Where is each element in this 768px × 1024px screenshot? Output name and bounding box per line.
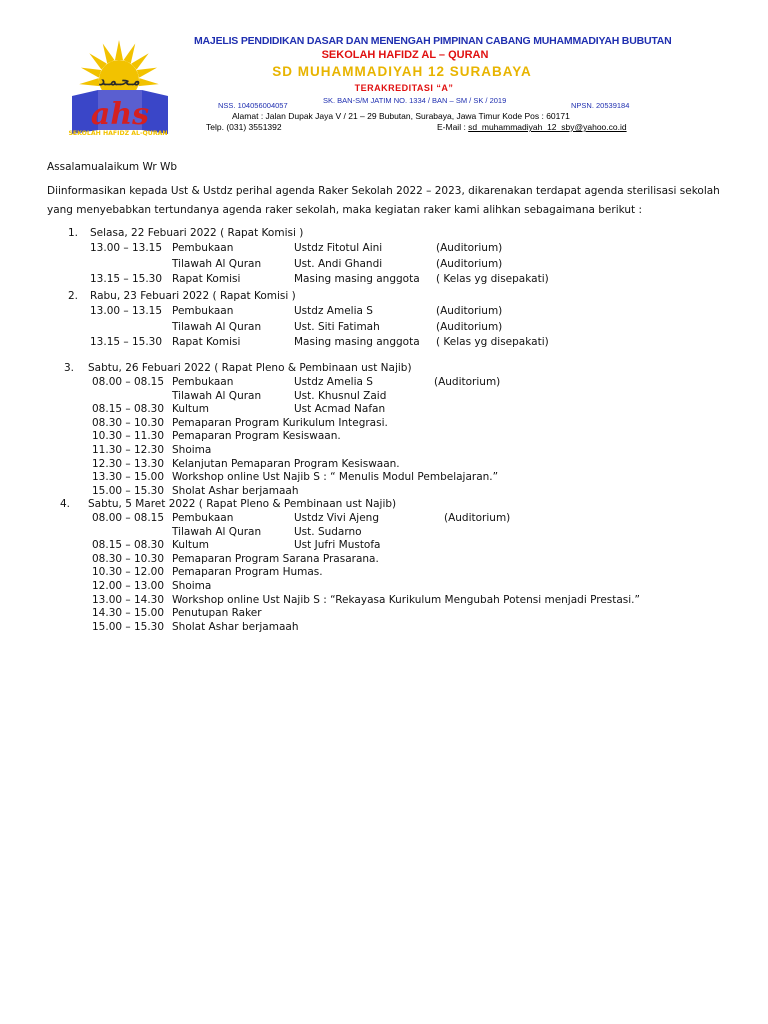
agenda-activity: Pembukaan	[172, 512, 234, 524]
agenda-place: (Auditorium)	[434, 376, 501, 388]
agenda-time: 08.00 – 08.15	[92, 512, 165, 524]
agenda-time: 13.15 – 15.30	[90, 273, 163, 285]
agenda-place: (Auditorium)	[436, 242, 503, 254]
agenda-day-title: Rabu, 23 Febuari 2022 ( Rapat Komisi )	[90, 290, 296, 302]
agenda-activity: Shoima	[172, 580, 212, 592]
agenda-activity: Tilawah Al Quran	[172, 258, 262, 270]
agenda-time: 13.00 – 13.15	[90, 305, 163, 317]
agenda-time: 08.00 – 08.15	[92, 376, 165, 388]
agenda-activity: Shoima	[172, 444, 212, 456]
agenda-person: Masing masing anggota	[294, 273, 420, 285]
header-phone: Telp. (031) 3551392	[206, 122, 282, 132]
agenda-person: Ust. Khusnul Zaid	[294, 390, 387, 402]
agenda-time: 08.30 – 10.30	[92, 553, 165, 565]
agenda-activity: Tilawah Al Quran	[172, 321, 262, 333]
intro-paragraph: Diinformasikan kepada Ust & Ustdz perihal agenda Raker Sekolah 2022 – 2023, dikarenakan terdapat agenda sterilisasi sekolah yang menyebabkan tertundanya agenda raker sekolah, maka kegiatan raker kami alihkan sebagaimana berikut :	[47, 185, 720, 216]
agenda-place: (Auditorium)	[436, 321, 503, 333]
agenda-person: Ust. Sudarno	[294, 526, 362, 538]
agenda-place: (Auditorium)	[436, 305, 503, 317]
agenda-place: ( Kelas yg disepakati)	[436, 336, 549, 348]
agenda-activity: Tilawah Al Quran	[172, 526, 262, 538]
agenda-time: 08.15 – 08.30	[92, 539, 165, 551]
agenda-place: ( Kelas yg disepakati)	[436, 273, 549, 285]
agenda-person: Ust Jufri Mustofa	[294, 539, 381, 551]
agenda-activity: Penutupan Raker	[172, 607, 262, 619]
agenda-time: 13.15 – 15.30	[90, 336, 163, 348]
agenda-person: Ustdz Vivi Ajeng	[294, 512, 380, 524]
agenda-time: 08.30 – 10.30	[92, 417, 165, 429]
agenda-activity: Workshop online Ust Najib S : “Rekayasa Kurikulum Mengubah Potensi menjadi Prestasi.”	[172, 594, 640, 606]
agenda-activity: Pemaparan Program Kurikulum Integrasi.	[172, 417, 388, 429]
agenda-time: 10.30 – 12.00	[92, 566, 165, 578]
agenda-person: Ust. Siti Fatimah	[294, 321, 380, 333]
agenda-activity: Sholat Ashar berjamaah	[172, 485, 299, 497]
logo-caption: SEKOLAH HAFIDZ AL-QURAN	[68, 130, 168, 137]
agenda-time: 13.00 – 14.30	[92, 594, 165, 606]
agenda-time: 12.00 – 13.00	[92, 580, 165, 592]
agenda-activity: Pembukaan	[172, 376, 234, 388]
agenda-person: Ustdz Fitotul Aini	[294, 242, 383, 254]
agenda-day-number: 4.	[60, 498, 71, 510]
agenda-person: Ustdz Amelia S	[294, 305, 373, 317]
header-nss: NSS. 104056004057	[218, 101, 288, 110]
agenda-time: 13.30 – 15.00	[92, 471, 165, 483]
agenda-activity: Pemaparan Program Kesiswaan.	[172, 430, 341, 442]
agenda-time: 08.15 – 08.30	[92, 403, 165, 415]
agenda-activity: Kultum	[172, 403, 209, 415]
svg-text:مـحـمـد: مـحـمـد	[98, 74, 140, 89]
agenda-time: 15.00 – 15.30	[92, 485, 165, 497]
agenda-day-title: Sabtu, 5 Maret 2022 ( Rapat Pleno & Pembinaan ust Najib)	[88, 498, 397, 510]
agenda-activity: Pemaparan Program Humas.	[172, 566, 323, 578]
agenda-activity: Kultum	[172, 539, 209, 551]
agenda-time: 14.30 – 15.00	[92, 607, 165, 619]
header-school-type: SEKOLAH HAFIDZ AL – QURAN	[321, 49, 489, 61]
agenda-day-title: Sabtu, 26 Febuari 2022 ( Rapat Pleno & Pembinaan ust Najib)	[88, 362, 412, 374]
agenda-activity: Pemaparan Program Sarana Prasarana.	[172, 553, 379, 565]
agenda-place: (Auditorium)	[436, 258, 503, 270]
header-majelis: MAJELIS PENDIDIKAN DASAR DAN MENENGAH PIMPINAN CABANG MUHAMMADIYAH BUBUTAN	[194, 35, 672, 47]
agenda-time: 11.30 – 12.30	[92, 444, 165, 456]
agenda-time: 12.30 – 13.30	[92, 458, 165, 470]
header-address: Alamat : Jalan Dupak Jaya V / 21 – 29 Bubutan, Surabaya, Jawa Timur Kode Pos : 60171	[232, 111, 570, 121]
header-school-name: SD MUHAMMADIYAH 12 SURABAYA	[272, 64, 532, 79]
agenda-day-number: 3.	[64, 362, 75, 374]
agenda-person: Ust Acmad Nafan	[294, 403, 386, 415]
agenda-time: 10.30 – 11.30	[92, 430, 165, 442]
svg-text:ahs: ahs	[90, 97, 150, 132]
agenda-activity: Pembukaan	[172, 305, 234, 317]
agenda-day-title: Selasa, 22 Febuari 2022 ( Rapat Komisi )	[90, 227, 304, 239]
agenda-person: Ust. Andi Ghandi	[294, 258, 383, 270]
agenda-person: Ustdz Amelia S	[294, 376, 373, 388]
greeting: Assalamualaikum Wr Wb	[47, 161, 178, 173]
header-npsn: NPSN. 20539184	[571, 101, 630, 110]
agenda-activity: Rapat Komisi	[172, 273, 241, 285]
agenda-person: Masing masing anggota	[294, 336, 420, 348]
agenda-day-number: 2.	[68, 290, 79, 302]
agenda-place: (Auditorium)	[444, 512, 511, 524]
agenda-activity: Rapat Komisi	[172, 336, 241, 348]
agenda-time: 13.00 – 13.15	[90, 242, 163, 254]
agenda-day-number: 1.	[68, 227, 79, 239]
header-email	[437, 122, 627, 132]
agenda-activity: Pembukaan	[172, 242, 234, 254]
agenda-activity: Sholat Ashar berjamaah	[172, 621, 299, 633]
agenda-time: 15.00 – 15.30	[92, 621, 165, 633]
agenda-activity: Kelanjutan Pemaparan Program Kesiswaan.	[172, 458, 400, 470]
agenda-activity: Tilawah Al Quran	[172, 390, 262, 402]
email-link[interactable]: sd_muhammadiyah_12_sby@yahoo.co.id	[468, 122, 627, 132]
header-accreditation: TERAKREDITASI “A”	[354, 83, 454, 93]
email-label: E-Mail :	[437, 122, 469, 132]
header-sk: SK. BAN-S/M JATIM NO. 1334 / BAN – SM / SK / 2019	[323, 96, 507, 105]
agenda-activity: Workshop online Ust Najib S : “ Menulis Modul Pembelajaran.”	[172, 471, 499, 483]
